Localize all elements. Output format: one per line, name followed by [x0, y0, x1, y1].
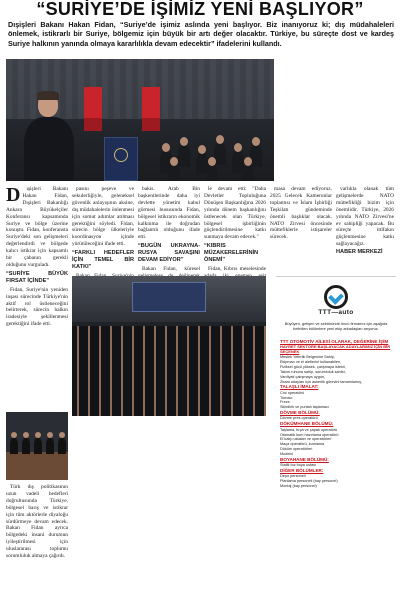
- ad-requirements: [280, 355, 392, 384]
- ad-section-title: TALAŞLI İMALAT:: [280, 384, 319, 390]
- ad-req: Fiziksel gücü yüksek, çalışmaya istekli,: [280, 364, 346, 369]
- headline: “SURİYE’DE İŞİMİZ YENİ BAŞLIYOR”: [36, 0, 364, 19]
- article-column-6: [336, 186, 394, 270]
- byline: HABER MERKEZİ: [336, 249, 383, 256]
- ad-item: Tornacı: [280, 395, 293, 400]
- ad-req: Ziraat adayları için askerlik görevini tamamlamış,: [280, 379, 363, 384]
- ad-section-title: DÖVME BÖLÜMÜ:: [280, 410, 320, 416]
- col6-text: varlıkla olanak tüm gelişmelerde NATO müttefikliği bizim için önemlidir. Türkiye, 2026 yılında NATO Zirvesi'ne ev sahipliği yapacak. Bu süreçte ittifakın güçlenmesine katkı sağlayacağız.: [336, 186, 394, 248]
- ad-section-title: BOYAHANE BÖLÜMÜ:: [280, 457, 329, 463]
- col1b-text: Türk dış politikasının uzun vadeli hedefleri doğrultusunda Türkiye, bölgesel barış ve istikrar için tüm aktörlerle diyaloğu sürdürmeye devam edecek. Bakan Fidan ayrıca bölgedeki insani durumun iyileştirilmesi için uluslararası toplumu sorumluluk almaya çağırdı.: [6, 484, 68, 560]
- ad-req: Vardiyalı çalışmaya uygun,: [280, 374, 326, 379]
- col3-text2: Bakan Fidan, küresel: [142, 265, 200, 272]
- ad-item: Dövme pres operatörü: [280, 416, 318, 421]
- article-column-1: [6, 186, 68, 408]
- col4-text2: Fidan, Kıbrıs meselesinde: [208, 265, 266, 272]
- col5-text: masa devam ediyoruz. 2025 Gelecek Kamerunlar toplantısı ve İslam İşbirliği Teşkilatı gündeminde önemli başlıklar olacak. NATO Zirvesi öncesinde müttefiklerle istişareler sürecek.: [270, 186, 332, 241]
- podium: [104, 137, 138, 181]
- col2-text: pasını peşeve ve sekulerliğiyle, geleneksel güvenlik anlayışının aksine, dış müdahalelerin önlenmesi için somut adımlar atılması gerektiğini söyledi. Fidan, sürecin bölge ülkeleriyle koordinasyon içinde yürütüleceğini ifade etti.: [72, 186, 134, 248]
- ad-item: Planlama personeli (bay personel): [280, 479, 338, 484]
- job-advertisement: [276, 276, 396, 592]
- speaker-figure: [24, 93, 74, 181]
- article-column-1b: [6, 484, 68, 592]
- col1-text2: Fidan, Suriye'nin yeniden inşası sürecinde Türkiye'nin aktif rol üstleneceğini belirterek, sürecin halkın iradesiyle şekillenmesi gerektiğini ifade etti.: [6, 286, 68, 328]
- col1-text: ışişleri Bakanı Hakan Fidan, Dışişleri Bakanlığı Ankara Büyükelçiler Konferansı kapsamında Suriye ve bölge üzerine konuştu. Fidan, konferansta Suriye'deki son gelişmeleri değerlendirdi ve bölgede kalıcı istikrar için kapsamlı bir çabanın gerekli olduğunu vurguladı.: [6, 186, 68, 268]
- ad-item: Modelci: [280, 452, 294, 457]
- ad-body: [280, 339, 392, 489]
- conference-hall-photo: [72, 276, 266, 416]
- ad-item: Taşlama, fırça ve çapak operatörü: [280, 427, 338, 432]
- ad-req: Takım ruhuna sahip, sorumluluk sahibi,: [280, 369, 346, 374]
- col3-text: bakis. Arab Bin başkentlerinde daha iyi devlette yönetim kabul görmesi hususunda Fidan, bölgesel istikrarın ekonomik kalkınma ile doğrudan bağlantılı olduğunu ifade etti.: [138, 186, 200, 241]
- ad-tagline: HAYRET SEKTÖRE BAŞLAYACAK ADAYLARIMIZ İÇİN BİR SEÇENEK: [280, 344, 391, 355]
- ad-item: El kalıp ustaları ve operatörleri: [280, 437, 332, 442]
- ad-item: Döküm operatörleri: [280, 447, 313, 452]
- article-column-5: [270, 186, 332, 270]
- standfirst: Dışişleri Bakanı Hakan Fidan, “Suriye’de işimiz aslında yeni başlıyor. Biz inanıyoruz ki; dış müdahaleleri önlemek, istikrarlı bir Suriye, bölgemiz için büyük bir artı değer olacaktır. Türkiye, bu süreçte dost ve kardeş Suriye halkının yanında olmaya kararlılıkla devam edecektir” ifadelerini kullandı.: [8, 20, 394, 48]
- ad-section-title: DİĞER BÖLÜMLER:: [280, 468, 324, 474]
- main-photo: [6, 59, 274, 181]
- ad-item: Cnc operatörü: [280, 390, 305, 395]
- col2-subhead: “FARKLI HEDEFLER İÇİN TEMEL BİR KATKI”: [72, 250, 134, 270]
- col3-subhead: “BUGÜN UKRAYNA-RUSYA SAVAŞINI DEVAM EDİYOR”: [138, 243, 200, 264]
- ad-item: Silindirik ve puntalı taşlamacı: [280, 405, 329, 410]
- col4-subhead: “KIBRIS MÜZAKERELERİNİN ÖNEMİ”: [204, 243, 259, 264]
- ad-req: Meslek Yeterlik Belgesine Sahip,: [280, 355, 335, 360]
- ad-company: TTT OTOMOTİV AİLESİ OLARAK, DEĞERİNE İŞİM: [280, 339, 389, 344]
- ad-section-title: DÖKÜMHANE BÖLÜMÜ:: [280, 421, 334, 427]
- ad-item: Maça operatörü, kumlama: [280, 442, 325, 447]
- ad-item: Statik toz boya ustası: [280, 463, 317, 468]
- ad-item: Depo personeli: [280, 474, 306, 479]
- ad-item: Freze: [280, 400, 290, 405]
- dropcap: D: [6, 186, 21, 206]
- col4-text: le devam etti: "Daha Devletler Topluluğuna Dönüşen Başkanlığına 2026 yılında dönem başkanlığını üstlenecek olan Türkiye, bölgesel işbirliğinin güçlendirilmesine katkı sunmaya devam edecek.": [204, 186, 266, 241]
- ad-item: Montaj (bay personel): [280, 484, 317, 489]
- audience: [156, 107, 274, 181]
- meeting-photo: [6, 412, 68, 480]
- ad-item: Otomatik kum hazırlama operatörü: [280, 432, 339, 437]
- ad-req: Ekipman ve el aletlerini kullanabilen,: [280, 359, 342, 364]
- ad-brand: TTT—auto: [318, 309, 354, 316]
- col1-subhead: “SURİYE BÜYÜK FIRSAT İÇİNDE”: [6, 270, 68, 284]
- ad-intro: Büyüyen, gelişen ve sektöründe öncü firmamız için aşağıda belirtilen bölümlere yeni ekip arkadaşları arıyoruz.: [284, 321, 388, 331]
